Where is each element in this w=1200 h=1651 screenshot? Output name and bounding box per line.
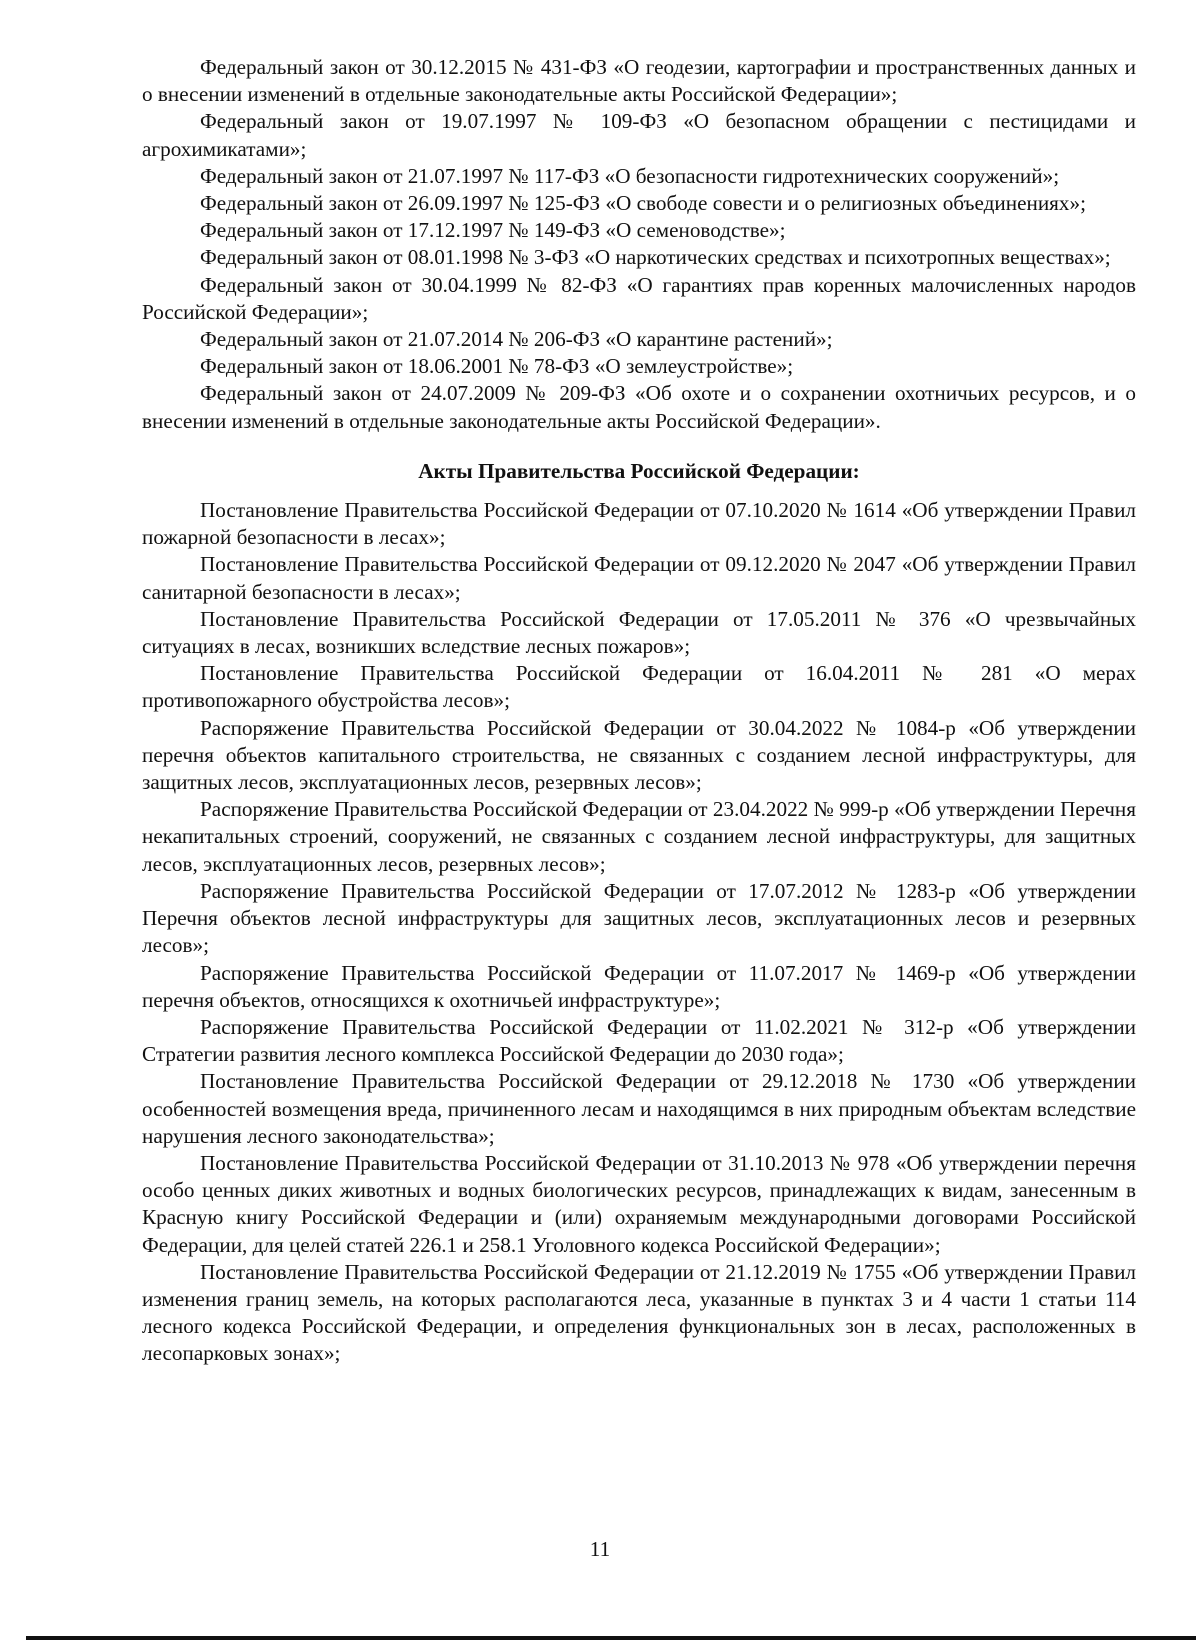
- government-act-item: Распоряжение Правительства Российской Федерации от 11.07.2017 № 1469-р «Об утверждении перечня объектов, относящихся к охотничьей инфраструктуре»;: [142, 960, 1136, 1012]
- federal-law-item: Федеральный закон от 21.07.1997 № 117-ФЗ «О безопасности гидротехнических сооружений»;: [200, 163, 1060, 188]
- bottom-divider: [26, 1636, 1196, 1640]
- federal-law-item: Федеральный закон от 24.07.2009 № 209-ФЗ «Об охоте и о сохранении охотничьих ресурсов, и о внесении изменений в отдельные законодательные акты Российской Федерации».: [142, 381, 1136, 433]
- federal-law-item: Федеральный закон от 30.04.1999 № 82-ФЗ «О гарантиях прав коренных малочисленных народов Российской Федерации»;: [142, 272, 1136, 324]
- government-act-item: Распоряжение Правительства Российской Федерации от 17.07.2012 № 1283-р «Об утверждении Перечня объектов лесной инфраструктуры для защитных лесов, эксплуатационных лесов и резервных лесов»;: [142, 878, 1136, 958]
- page-number: 11: [589, 1537, 611, 1561]
- government-act-item: Постановление Правительства Российской Федерации от 17.05.2011 № 376 «О чрезвычайных ситуациях в лесах, возникших вследствие лесных пожаров»;: [142, 606, 1136, 659]
- federal-law-item: Федеральный закон от 17.12.1997 № 149-ФЗ «О семеноводстве»;: [200, 218, 786, 243]
- government-act-item: Постановление Правительства Российской Федерации от 07.10.2020 № 1614 «Об утверждении Правил пожарной безопасности в лесах»;: [142, 498, 1136, 550]
- federal-law-item: Федеральный закон от 18.06.2001 № 78-ФЗ «О землеустройстве»;: [200, 354, 794, 379]
- federal-law-item: Федеральный закон от 26.09.1997 № 125-ФЗ «О свободе совести и о религиозных объединениях»;: [200, 191, 1086, 216]
- government-act-item: Постановление Правительства Российской Федерации от 21.12.2019 № 1755 «Об утверждении Правил изменения границ земель, на которых располагаются леса, указанные в пунктах 3 и 4 части 1 статьи 114 лесного кодекса Российской Федерации, и определения функциональных зон в лесах, расположенных в лесопарковых зонах»;: [142, 1259, 1136, 1366]
- government-act-item: Постановление Правительства Российской Федерации от 16.04.2011 № 281 «О мерах противопожарного обустройства лесов»;: [142, 661, 1136, 713]
- document-page: [142, 54, 1136, 1368]
- government-act-item: Распоряжение Правительства Российской Федерации от 30.04.2022 № 1084-р «Об утверждении перечня объектов капитального строительства, не связанных с созданием лесной инфраструктуры, для защитных лесов, эксплуатационных лесов, резервных лесов»;: [142, 715, 1136, 795]
- government-act-item: Распоряжение Правительства Российской Федерации от 11.02.2021 № 312-р «Об утверждении Стратегии развития лесного комплекса Российской Федерации до 2030 года»;: [142, 1014, 1136, 1067]
- federal-law-item: Федеральный закон от 08.01.1998 № 3-ФЗ «О наркотических средствах и психотропных веществах»;: [200, 245, 1111, 270]
- federal-law-item: Федеральный закон от 19.07.1997 № 109-ФЗ «О безопасном обращении с пестицидами и агрохимикатами»;: [142, 109, 1136, 161]
- section-heading: Акты Правительства Российской Федерации:: [418, 458, 860, 483]
- federal-law-item: Федеральный закон от 30.12.2015 № 431-ФЗ «О геодезии, картографии и пространственных данных и о внесении изменений в отдельные законодательные акты Российской Федерации»;: [142, 55, 1136, 107]
- federal-law-item: Федеральный закон от 21.07.2014 № 206-ФЗ «О карантине растений»;: [200, 327, 833, 352]
- government-act-item: Постановление Правительства Российской Федерации от 09.12.2020 № 2047 «Об утверждении Правил санитарной безопасности в лесах»;: [142, 552, 1136, 604]
- government-act-item: Постановление Правительства Российской Федерации от 29.12.2018 № 1730 «Об утверждении особенностей возмещения вреда, причиненного лесам и находящимся в них природным объектам вследствие нарушения лесного законодательства»;: [142, 1069, 1136, 1148]
- government-act-item: Распоряжение Правительства Российской Федерации от 23.04.2022 № 999-р «Об утверждении Перечня некапитальных строений, сооружений, не связанных с созданием лесной инфраструктуры, для защитных лесов, эксплуатационных лесов, резервных лесов»;: [142, 797, 1136, 876]
- government-act-item: Постановление Правительства Российской Федерации от 31.10.2013 № 978 «Об утверждении перечня особо ценных диких животных и водных биологических ресурсов, принадлежащих к видам, занесенным в Красную книгу Российской Федерации и (или) охраняемым международными договорами Российской Федерации, для целей статей 226.1 и 258.1 Уголовного кодекса Российской Федерации»;: [142, 1150, 1136, 1257]
